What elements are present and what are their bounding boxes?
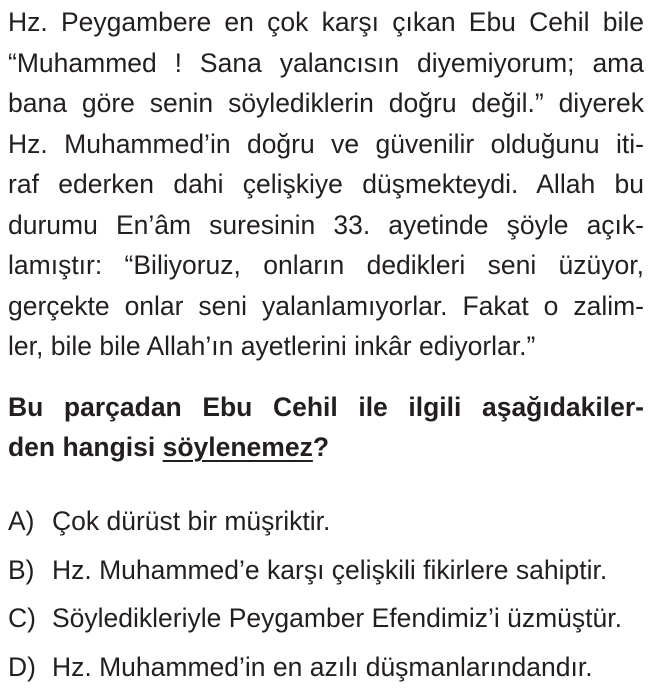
passage-line: ler, bile bile Allah’ın ayetlerini inkâr ediyorlar.” — [8, 331, 536, 361]
option-b[interactable] — [8, 546, 648, 595]
option-c[interactable] — [8, 594, 648, 643]
option-letter: D) — [8, 652, 36, 683]
passage-line: gerçekte onlar seni yalanlamıyorlar. Fakat o zalim- — [8, 290, 644, 321]
question-mark: ? — [312, 432, 330, 462]
option-text: Hz. Muhammed’e karşı çelişkili fikirlere sahiptir. — [52, 554, 608, 585]
question-line-2 — [8, 427, 644, 467]
passage-line: raf ederken dahi çelişkiye düşmekteydi. Allah bu — [8, 169, 644, 199]
passage-line: Hz. Muhammed’in doğru ve güvenilir olduğunu iti- — [8, 128, 644, 159]
passage-line: Hz. Peygambere en çok karşı çıkan Ebu Cehil bile — [8, 7, 644, 37]
question-keyword: söylenemez — [162, 432, 313, 462]
option-a[interactable] — [8, 497, 648, 546]
option-letter: B) — [8, 554, 35, 585]
passage-line: “Muhammed ! Sana yalancısın diyemiyorum; ama — [8, 47, 644, 78]
option-text: Çok dürüst bir müşriktir. — [52, 506, 331, 536]
option-text: Hz. Muhammed’in en azılı düşmanlarındandır. — [52, 652, 593, 683]
option-text: Söyledikleriyle Peygamber Efendimiz’i üzmüştür. — [52, 603, 622, 634]
question-prefix: den hangisi — [8, 432, 163, 462]
answer-options — [8, 497, 648, 692]
passage-line: durumu En’âm suresinin 33. ayetinde şöyle açık- — [8, 209, 644, 240]
option-letter: A) — [8, 506, 35, 536]
passage-line: lamıştır: “Biliyoruz, onların dedikleri seni üzüyor, — [8, 250, 644, 280]
passage-line: bana göre senin söylediklerin doğru değil.” diyerek — [8, 88, 644, 118]
option-letter: C) — [8, 603, 36, 634]
question-passage — [8, 2, 644, 367]
option-d[interactable] — [8, 643, 648, 692]
question-stem — [8, 387, 644, 467]
question-line-1: Bu parçadan Ebu Cehil ile ilgili aşağıdakiler- — [8, 392, 644, 422]
